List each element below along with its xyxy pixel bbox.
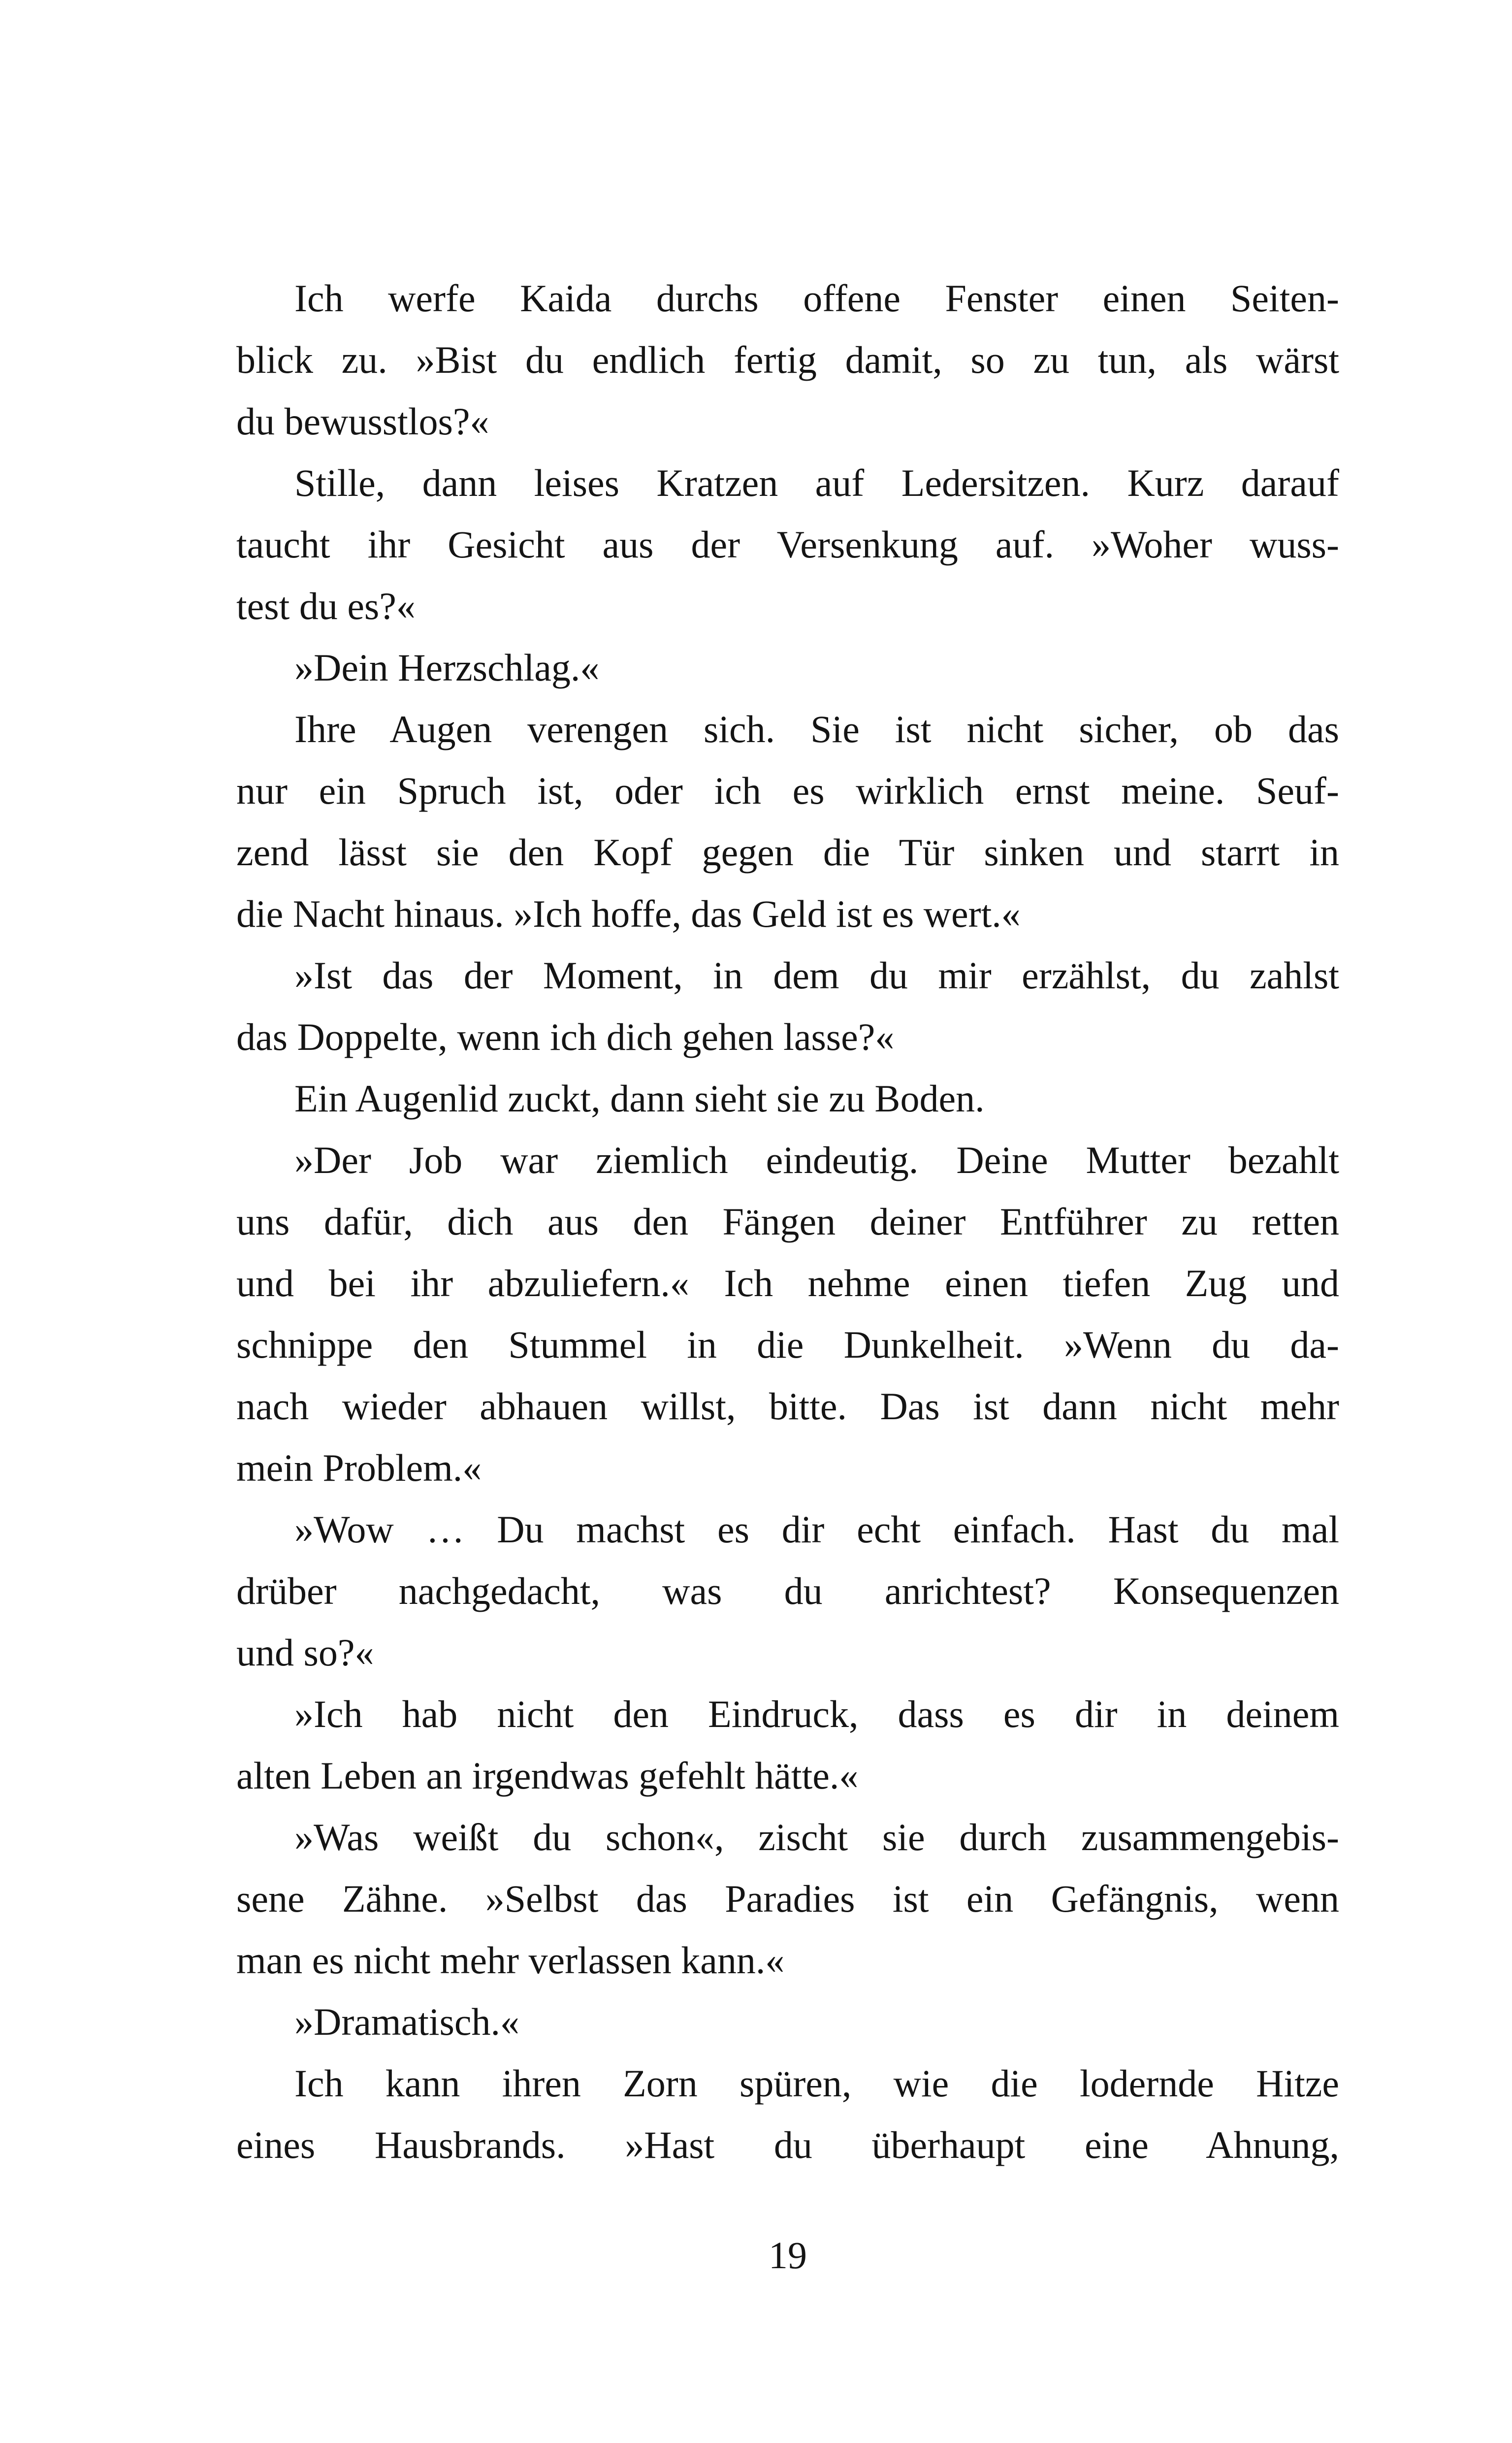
text-line: du bewusstlos?« (236, 400, 489, 443)
text-line: test du es?« (236, 585, 416, 627)
paragraph (236, 452, 1339, 637)
paragraph (236, 637, 1339, 698)
text-line: alten Leben an irgendwas gefehlt hätte.« (236, 1754, 859, 1797)
text-line: blick zu. »Bist du endlich fertig damit, so zu tun, als wärst (236, 338, 1339, 381)
text-line: »Wow … Du machst es dir echt einfach. Hast du mal (294, 1508, 1339, 1551)
paragraph (236, 267, 1339, 452)
text-line: »Ist das der Moment, in dem du mir erzählst, du zahlst (294, 954, 1339, 997)
text-line: mein Problem.« (236, 1446, 482, 1489)
text-line: eines Hausbrands. »Hast du überhaupt eine Ahnung, (236, 2123, 1339, 2166)
text-line: nur ein Spruch ist, oder ich es wirklich ernst meine. Seuf- (236, 769, 1339, 812)
text-line: schnippe den Stummel in die Dunkelheit. »Wenn du da- (236, 1323, 1339, 1366)
text-line: »Ich hab nicht den Eindruck, dass es dir in deinem (294, 1693, 1339, 1735)
paragraph (236, 1991, 1339, 2052)
paragraph (236, 945, 1339, 1068)
text-line: das Doppelte, wenn ich dich gehen lasse?« (236, 1015, 895, 1058)
paragraph (236, 1068, 1339, 1129)
text-line: und bei ihr abzuliefern.« Ich nehme einen tiefen Zug und (236, 1262, 1339, 1304)
text-line: »Dramatisch.« (294, 2000, 520, 2043)
text-line: nach wieder abhauen willst, bitte. Das ist dann nicht mehr (236, 1385, 1339, 1428)
text-line: drüber nachgedacht, was du anrichtest? Konsequenzen (236, 1569, 1339, 1612)
text-line: Ein Augenlid zuckt, dann sieht sie zu Boden. (294, 1077, 985, 1120)
text-line: die Nacht hinaus. »Ich hoffe, das Geld ist es wert.« (236, 892, 1021, 935)
page-number: 19 (769, 2234, 807, 2277)
text-line: »Dein Herzschlag.« (294, 646, 600, 689)
paragraph (236, 698, 1339, 945)
paragraph (236, 1498, 1339, 1683)
paragraph (236, 1806, 1339, 1991)
text-line: und so?« (236, 1631, 374, 1674)
text-line: man es nicht mehr verlassen kann.« (236, 1939, 785, 1982)
paragraph (236, 1129, 1339, 1498)
text-line: uns dafür, dich aus den Fängen deiner Entführer zu retten (236, 1200, 1339, 1243)
body-text (236, 267, 1339, 2176)
text-line: Ich kann ihren Zorn spüren, wie die lodernde Hitze (294, 2062, 1339, 2105)
text-line: Ihre Augen verengen sich. Sie ist nicht sicher, ob das (294, 708, 1339, 750)
text-line: »Der Job war ziemlich eindeutig. Deine Mutter bezahlt (294, 1139, 1339, 1181)
text-line: »Was weißt du schon«, zischt sie durch zusammengebis- (294, 1816, 1339, 1858)
text-line: sene Zähne. »Selbst das Paradies ist ein Gefängnis, wenn (236, 1877, 1339, 1920)
text-line: taucht ihr Gesicht aus der Versenkung auf. »Woher wuss- (236, 523, 1339, 566)
paragraph (236, 2052, 1339, 2176)
paragraph (236, 1683, 1339, 1806)
text-line: Stille, dann leises Kratzen auf Ledersitzen. Kurz darauf (294, 461, 1339, 504)
text-line: zend lässt sie den Kopf gegen die Tür sinken und starrt in (236, 831, 1339, 874)
text-line: Ich werfe Kaida durchs offene Fenster einen Seiten- (294, 277, 1339, 320)
